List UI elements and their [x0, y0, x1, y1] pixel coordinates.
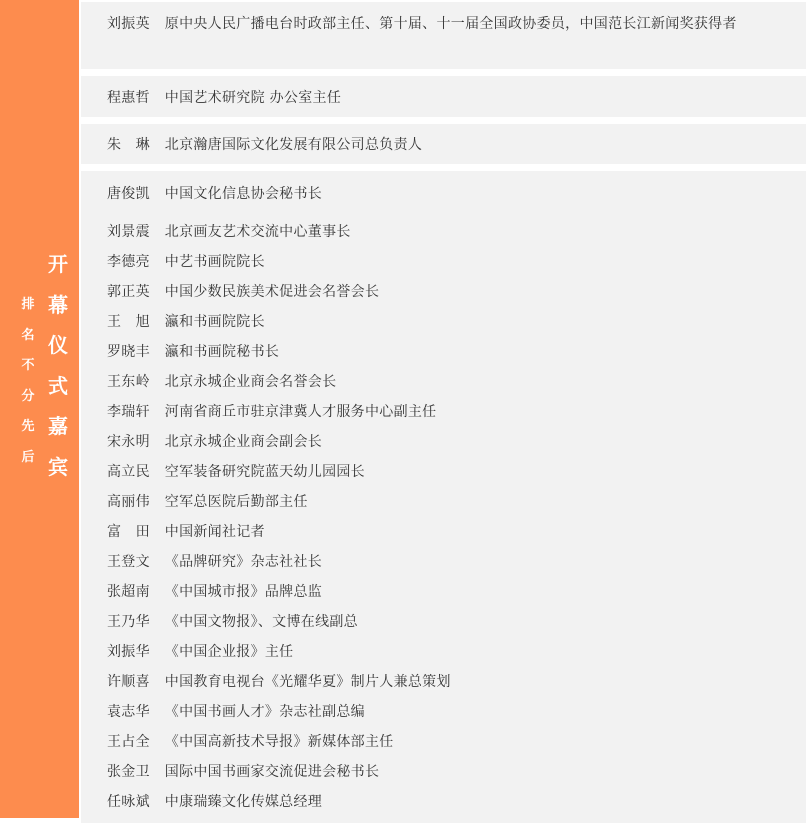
- guest-name: 王东岭: [107, 374, 150, 390]
- guest-entry: [107, 727, 794, 757]
- guest-title: 《中国城市报》品牌总监: [164, 584, 323, 600]
- title-char: 宾: [48, 454, 68, 479]
- guest-name: 李瑞轩: [107, 404, 150, 420]
- guest-name: 刘振英: [107, 16, 150, 32]
- guest-block: [81, 76, 806, 117]
- guest-name: 王乃华: [107, 614, 150, 630]
- guest-title: 中国少数民族美术促进会名誉会长: [164, 284, 380, 300]
- guest-name: 程惠哲: [107, 90, 150, 106]
- guest-name: 刘振华: [107, 644, 150, 660]
- guest-title: 中国文化信息协会秘书长: [164, 186, 323, 202]
- guest-name: 高丽伟: [107, 494, 150, 510]
- guest-block: [81, 124, 806, 164]
- note-char: 不: [21, 358, 35, 373]
- guest-entry: [107, 397, 794, 427]
- guest-title: 《中国文物报》、文博在线副总: [164, 614, 358, 630]
- guest-title: 空军总医院后勤部主任: [164, 494, 308, 510]
- guest-title: 原中央人民广播电台时政部主任、第十届、十一届全国政协委员，中国范长江新闻奖获得者: [164, 16, 737, 32]
- guest-name: 许顺喜: [107, 674, 150, 690]
- guest-name: 朱 琳: [107, 137, 150, 153]
- guest-name: 任咏斌: [107, 794, 150, 810]
- guest-entry: [107, 135, 794, 155]
- guest-title: 瀛和书画院秘书长: [164, 344, 280, 360]
- guest-block: [81, 171, 806, 823]
- title-char: 仪: [48, 333, 68, 357]
- guest-title: 北京永城企业商会副会长: [164, 434, 323, 450]
- note-char: 分: [21, 388, 35, 404]
- guest-entry: [107, 182, 794, 217]
- guest-entry: [107, 487, 794, 517]
- guest-name: 富 田: [107, 524, 150, 540]
- guest-list-content: [79, 0, 809, 818]
- guest-title: 《品牌研究》杂志社社长: [164, 554, 323, 570]
- guest-entry: [107, 607, 794, 637]
- note-char: 名: [21, 327, 35, 343]
- guest-title: 中康瑞臻文化传媒总经理: [164, 794, 323, 810]
- guest-name: 罗晓丰: [107, 344, 150, 360]
- guest-entry: [107, 367, 794, 397]
- guest-entry: [107, 307, 794, 337]
- guest-entry: [107, 667, 794, 697]
- guest-title: 中国新闻社记者: [164, 524, 265, 540]
- title-char: 式: [48, 373, 68, 398]
- guest-title: 空军装备研究院蓝天幼儿园园长: [164, 464, 365, 480]
- sidebar-label-panel: [0, 0, 79, 818]
- guest-title: 中国教育电视台《光耀华夏》制片人兼总策划: [164, 674, 451, 690]
- guest-name: 袁志华: [107, 704, 150, 720]
- guest-entry: [107, 427, 794, 457]
- guest-title: 中国艺术研究院 办公室主任: [164, 90, 342, 106]
- title-char: 幕: [48, 292, 68, 317]
- guest-title: 北京永城企业商会名誉会长: [164, 374, 337, 390]
- guest-entry: [107, 577, 794, 607]
- guest-name: 王 旭: [107, 314, 150, 330]
- title-char: 嘉: [48, 414, 68, 438]
- guest-title: 《中国企业报》主任: [164, 644, 294, 660]
- guest-title: 河南省商丘市驻京津冀人才服务中心副主任: [164, 404, 437, 420]
- guest-title: 《中国书画人才》杂志社副总编: [164, 704, 365, 720]
- guest-entry: [107, 217, 794, 247]
- guest-entry: [107, 12, 794, 36]
- guest-entry: [107, 697, 794, 727]
- note-char: 后: [21, 449, 35, 465]
- guest-entry: [107, 757, 794, 787]
- guest-title: 瀛和书画院院长: [164, 314, 265, 330]
- guest-name: 王占全: [107, 734, 150, 750]
- guest-entry: [107, 547, 794, 577]
- title-char: 开: [48, 252, 68, 276]
- guest-entry: [107, 247, 794, 277]
- guest-entry: [107, 277, 794, 307]
- guest-name: 郭正英: [107, 284, 150, 300]
- ranking-note: [19, 298, 37, 481]
- guest-entry: [107, 457, 794, 487]
- ceremony-guests-title: [46, 254, 70, 497]
- guest-name: 张超南: [107, 584, 150, 600]
- guest-entry: [107, 517, 794, 547]
- guest-entry: [107, 787, 794, 817]
- guest-entry: [107, 88, 794, 108]
- guest-title: 《中国高新技术导报》新媒体部主任: [164, 734, 394, 750]
- guest-title: 北京画友艺术交流中心董事长: [164, 224, 351, 240]
- guest-title: 北京瀚唐国际文化发展有限公司总负责人: [164, 137, 423, 153]
- guest-name: 宋永明: [107, 434, 150, 450]
- guest-title: 中艺书画院院长: [164, 254, 265, 270]
- guest-name: 李德亮: [107, 254, 150, 270]
- guest-title: 国际中国书画家交流促进会秘书长: [164, 764, 380, 780]
- note-char: 先: [21, 419, 35, 434]
- guest-name: 高立民: [107, 464, 150, 480]
- guest-entry: [107, 337, 794, 367]
- guest-entry: [107, 637, 794, 667]
- guest-name: 唐俊凯: [107, 186, 150, 202]
- note-char: 排: [21, 297, 35, 312]
- guest-name: 刘景震: [107, 224, 150, 240]
- guest-name: 王登文: [107, 554, 150, 570]
- guest-block: [81, 2, 806, 69]
- guest-name: 张金卫: [107, 764, 150, 780]
